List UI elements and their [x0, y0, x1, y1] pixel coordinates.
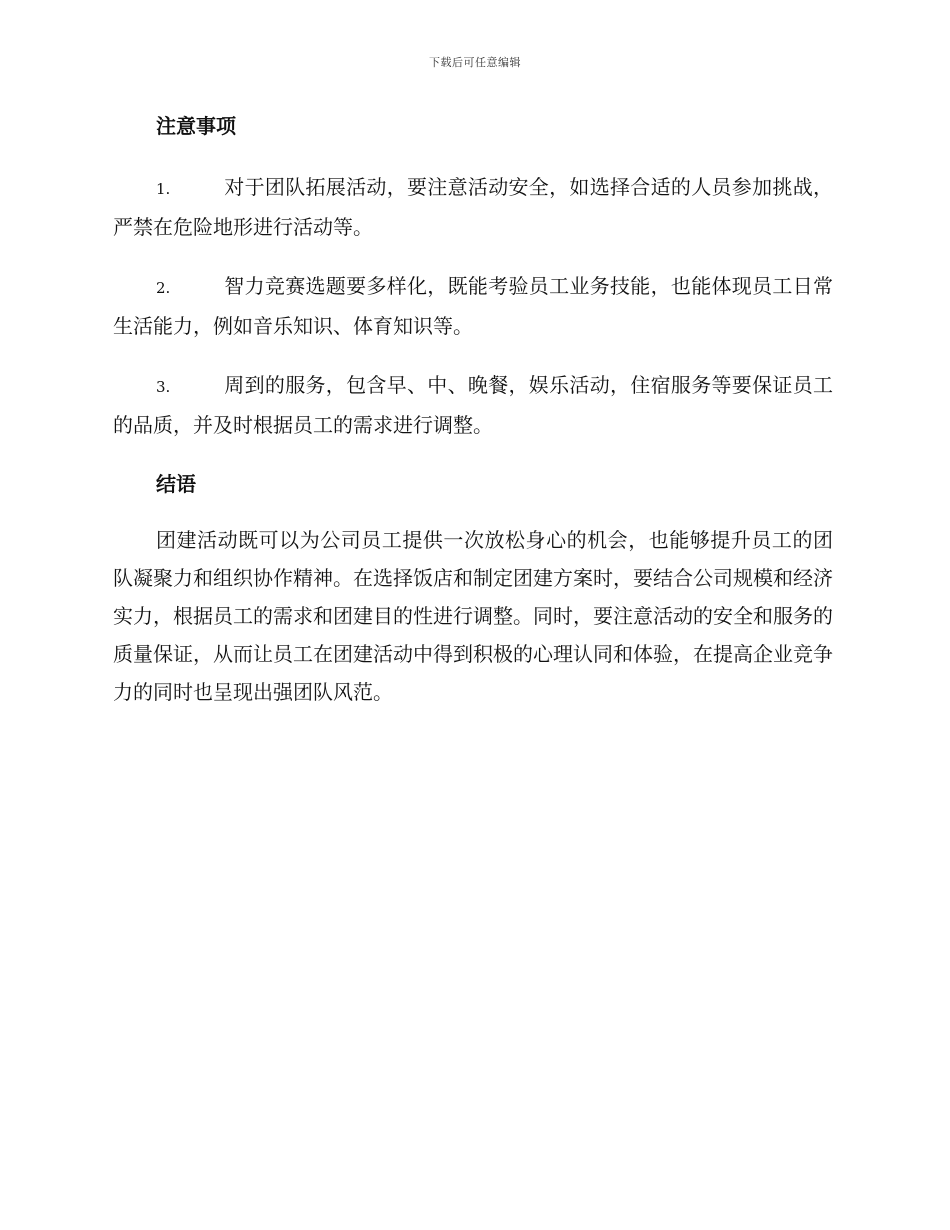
- note-number-3: 3.: [156, 378, 171, 396]
- notes-heading: 注意事项: [156, 114, 236, 138]
- note-item-2: [113, 267, 833, 345]
- conclusion-paragraph: 团建活动既可以为公司员工提供一次放松身心的机会，也能够提升员工的团队凝聚力和组织协作精神。在选择饭店和制定团建方案时，要结合公司规模和经济实力，根据员工的需求和团建目的性进行调整。同时，要注意活动的安全和服务的质量保证，从而让员工在团建活动中得到积极的心理认同和体验，在提高企业竞争力的同时也呈现出强团队风范。: [113, 528, 833, 704]
- note-text-3: 周到的服务，包含早、中、晚餐，娱乐活动，住宿服务等要保证员工的品质，并及时根据员工的需求进行调整。: [113, 373, 833, 437]
- note-number-1: 1.: [156, 180, 171, 198]
- note-item-1: [113, 168, 833, 246]
- conclusion-heading: 结语: [156, 472, 196, 496]
- note-text-2: 智力竞赛选题要多样化，既能考验员工业务技能，也能体现员工日常生活能力，例如音乐知识、体育知识等。: [113, 274, 833, 338]
- page-header: 下载后可任意编辑: [429, 56, 521, 69]
- note-text-1: 对于团队拓展活动，要注意活动安全，如选择合适的人员参加挑战，严禁在危险地形进行活动等。: [113, 175, 833, 239]
- document-body: [113, 110, 833, 711]
- note-item-3: [113, 366, 833, 444]
- note-number-2: 2.: [156, 279, 171, 297]
